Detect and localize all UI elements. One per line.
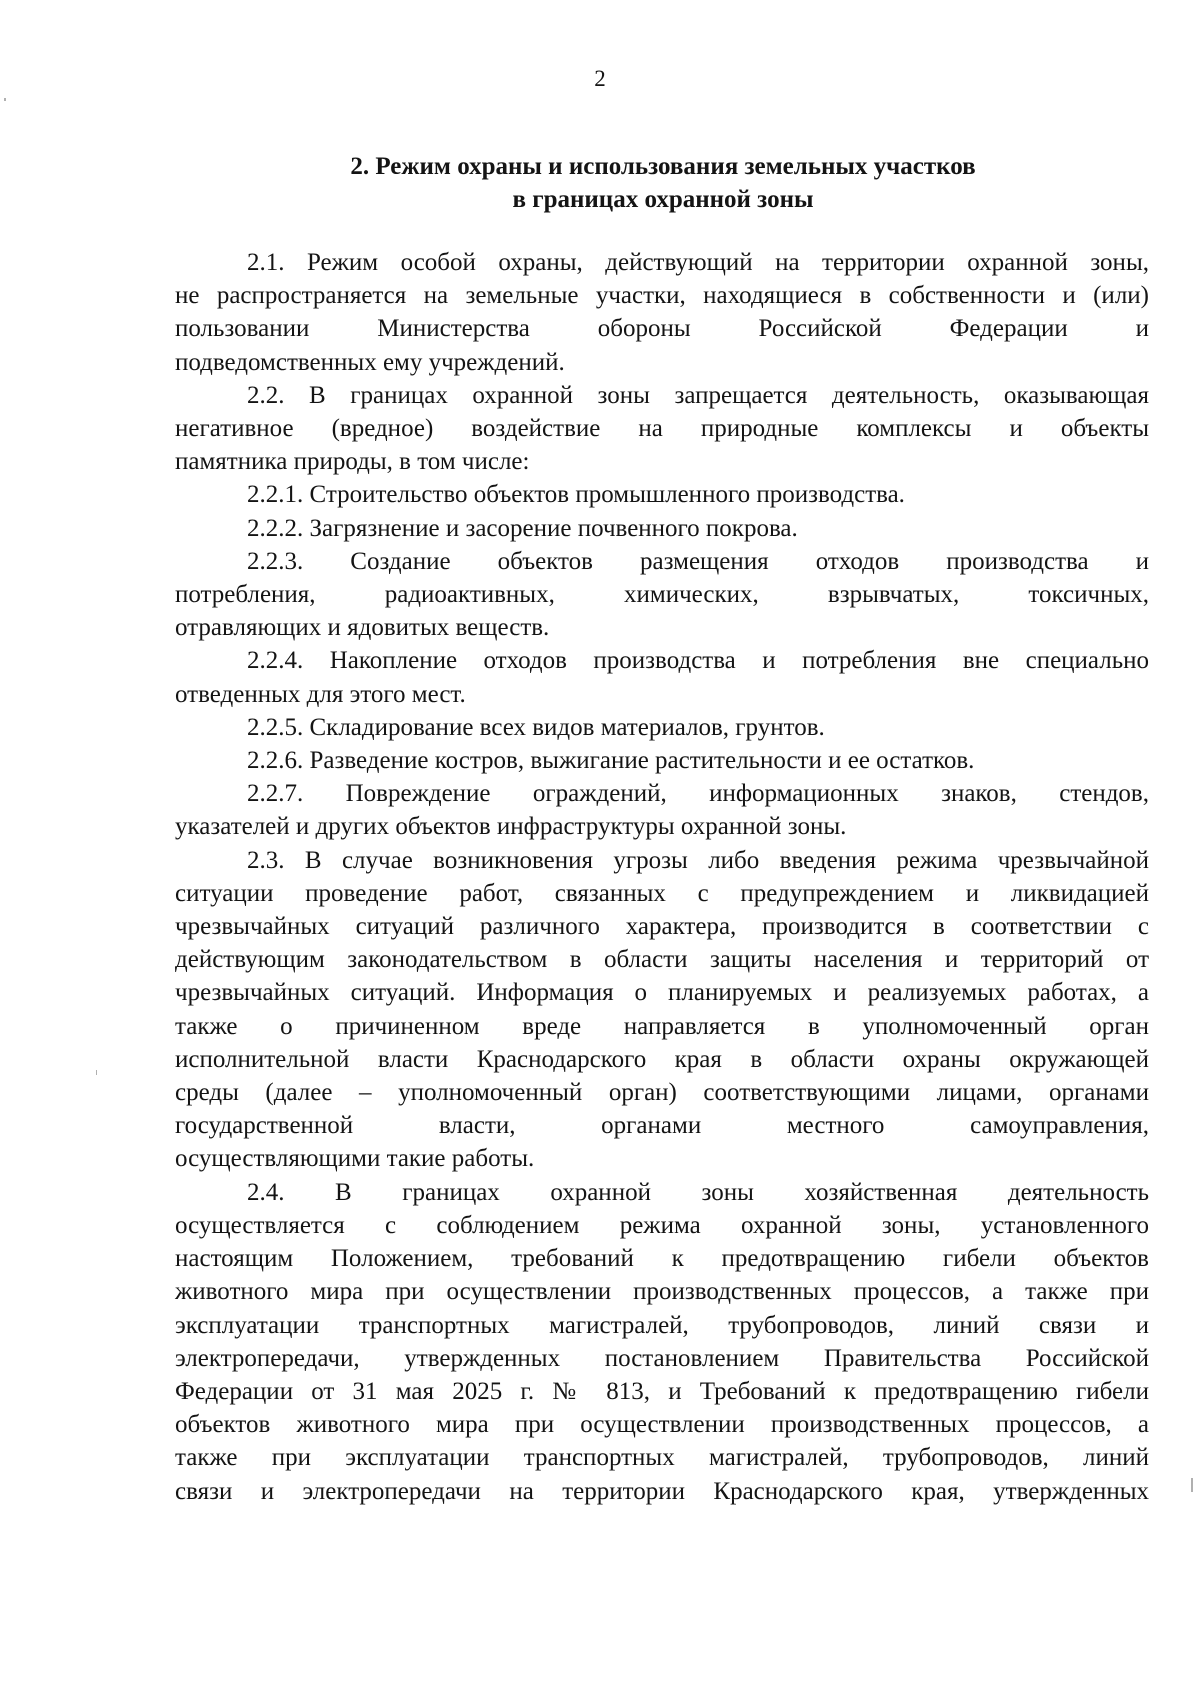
text-line: среды (далее – уполномоченный орган) соответствующими лицами, органами [175,1079,1149,1107]
paragraph-2-2-2 [175,512,1149,545]
section-title-line-2: в границах охранной зоны [512,186,814,213]
document-body [175,246,1149,1508]
text-line: не распространяется на земельные участки, находящиеся в собственности и (или) [175,282,1149,310]
section-title [175,150,1151,216]
page-number: 2 [594,66,606,91]
paragraph-2-2-6 [175,744,1149,777]
text-line: связи и электропередачи на территории Краснодарского края, утвержденных [175,1477,1149,1505]
text-line: эксплуатации транспортных магистралей, трубопроводов, линий связи и [175,1311,1149,1339]
text-line: 2.2.3. Создание объектов размещения отходов производства и [247,547,1149,575]
text-line: 2.2.4. Накопление отходов производства и потребления вне специально [247,647,1149,675]
text-line: 2.2.6. Разведение костров, выжигание растительности и ее остатков. [247,747,975,775]
text-line: исполнительной власти Краснодарского края в области охраны окружающей [175,1045,1149,1073]
text-line: 2.2.2. Загрязнение и засорение почвенного покрова. [247,514,798,542]
text-line: государственной власти, органами местного самоуправления, [175,1112,1149,1140]
paragraph-2-2 [175,379,1149,479]
paragraph-2-2-4 [175,644,1149,710]
text-line: негативное (вредное) воздействие на природные комплексы и объекты [175,415,1149,443]
paragraph-2-2-1 [175,478,1149,511]
text-line: чрезвычайных ситуаций различного характера, производится в соответствии с [175,913,1149,941]
paragraph-2-2-7 [175,777,1149,843]
text-line: животного мира при осуществлении производственных процессов, а также при [175,1278,1149,1306]
text-line: электропередачи, утвержденных постановлением Правительства Российской [175,1344,1149,1372]
text-line: объектов животного мира при осуществлении производственных процессов, а [175,1411,1149,1439]
paragraph-2-2-3 [175,545,1149,645]
scan-speck [96,1070,97,1075]
paragraph-2-2-5 [175,711,1149,744]
text-line: потребления, радиоактивных, химических, взрывчатых, токсичных, [175,581,1149,609]
text-line: 2.2.1. Строительство объектов промышленного производства. [247,481,905,509]
text-line: указателей и других объектов инфраструктуры охранной зоны. [175,813,847,841]
text-line: также о причиненном вреде направляется в уполномоченный орган [175,1012,1149,1040]
text-line: отравляющих и ядовитых веществ. [175,614,550,642]
text-line: чрезвычайных ситуаций. Информация о планируемых и реализуемых работах, а [175,979,1149,1007]
text-line: ситуации проведение работ, связанных с предупреждением и ликвидацией [175,879,1149,907]
text-line: настоящим Положением, требований к предотвращению гибели объектов [175,1245,1149,1273]
paragraph-2-3 [175,844,1149,1176]
text-line: 2.3. В случае возникновения угрозы либо введения режима чрезвычайной [247,846,1149,874]
scan-speck [1191,1478,1193,1492]
text-line: осуществляется с соблюдением режима охранной зоны, установленного [175,1211,1149,1239]
text-line: 2.2.5. Складирование всех видов материалов, грунтов. [247,713,825,741]
text-line: 2.1. Режим особой охраны, действующий на территории охранной зоны, [247,249,1149,276]
scan-speck [4,98,6,101]
paragraph-2-1 [175,246,1149,379]
text-line: 2.2. В границах охранной зоны запрещается деятельность, оказывающая [247,381,1149,409]
text-line: отведенных для этого мест. [175,680,466,708]
paragraph-2-4 [175,1176,1149,1508]
text-line: подведомственных ему учреждений. [175,348,565,376]
text-line: действующим законодательством в области защиты населения и территорий от [175,946,1149,974]
text-line: Федерации от 31 мая 2025 г. № 813, и Требований к предотвращению гибели [175,1377,1149,1405]
text-line: пользовании Министерства обороны Российской Федерации и [175,315,1149,343]
text-line: также при эксплуатации транспортных магистралей, трубопроводов, линий [175,1444,1149,1472]
text-line: 2.4. В границах охранной зоны хозяйственная деятельность [247,1178,1149,1206]
section-title-line-1: 2. Режим охраны и использования земельных участков [350,153,976,180]
text-line: 2.2.7. Повреждение ограждений, информационных знаков, стендов, [247,780,1149,808]
text-line: осуществляющими такие работы. [175,1145,535,1173]
text-line: памятника природы, в том числе: [175,448,530,476]
